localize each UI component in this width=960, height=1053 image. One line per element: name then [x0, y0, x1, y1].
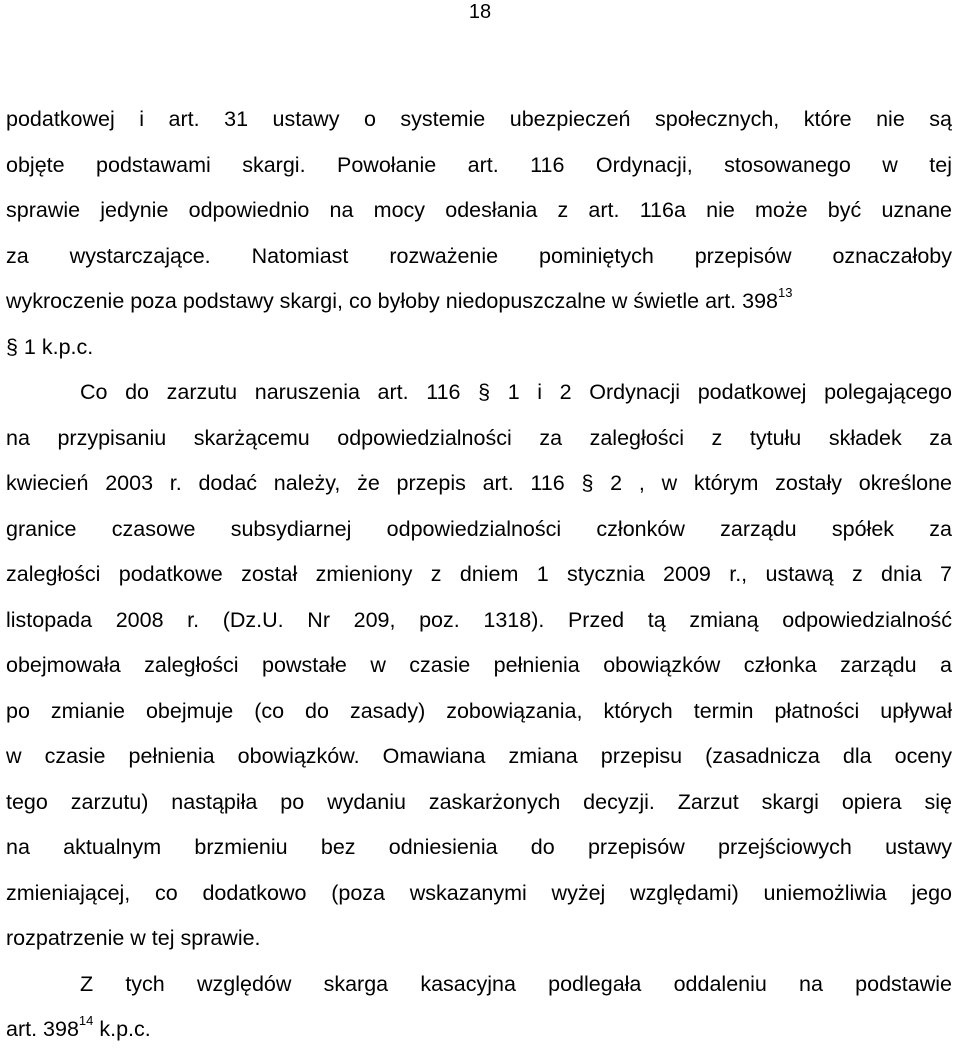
text-line: [6, 279, 952, 325]
text-line: rozpatrzenie w tej sprawie.: [6, 926, 261, 950]
page-number: 18: [468, 1, 492, 23]
text-line: zmieniającej, co dodatkowo (poza wskazanymi wyżej względami) uniemożliwia jego: [6, 880, 952, 905]
text-line: § 1 k.p.c.: [6, 334, 94, 359]
text-line: kwiecień 2003 r. dodać należy, że przepis art. 116 § 2 , w którym zostały określone: [6, 471, 952, 495]
superscript: 14: [78, 1013, 94, 1028]
text-line: na aktualnym brzmieniu bez odniesienia do przepisów przejściowych ustawy: [6, 835, 952, 859]
text-line: tego zarzutu) nastąpiła po wydaniu zaskarżonych decyzji. Zarzut skargi opiera się: [6, 789, 952, 814]
text-line: po zmianie obejmuje (co do zasady) zobowiązania, których termin płatności upływał: [6, 698, 952, 723]
text-line: Z tych względów skarga kasacyjna podlegała oddaleniu na podstawie: [80, 971, 952, 996]
text-segment: art. 398: [6, 1017, 79, 1041]
text-line: zaległości podatkowe został zmieniony z dniem 1 stycznia 2009 r., ustawą z dnia 7: [6, 562, 952, 586]
text-line: na przypisaniu skarżącemu odpowiedzialności za zaległości z tytułu składek za: [6, 425, 952, 450]
text-line: Co do zarzutu naruszenia art. 116 § 1 i 2 Ordynacji podatkowej polegającego: [80, 380, 952, 404]
text-line: w czasie pełnienia obowiązków. Omawiana zmiana przepisu (zasadnicza dla oceny: [6, 744, 952, 768]
text-line: obejmowała zaległości powstałe w czasie pełnienia obowiązków członka zarządu a: [6, 653, 952, 677]
text-segment: wykroczenie poza podstawy skargi, co byłoby niedopuszczalne w świetle art. 398: [6, 289, 779, 313]
superscript: 13: [778, 285, 793, 300]
text-line: podatkowej i art. 31 ustawy o systemie ubezpieczeń społecznych, które nie są: [6, 107, 952, 131]
text-line: sprawie jedynie odpowiednio na mocy odesłania z art. 116a nie może być uznane: [6, 198, 952, 222]
text-line: granice czasowe subsydiarnej odpowiedzialności członków zarządu spółek za: [6, 516, 952, 541]
text-line: za wystarczające. Natomiast rozważenie pominiętych przepisów oznaczałoby: [6, 243, 952, 268]
text-segment: k.p.c.: [93, 1017, 151, 1041]
text-line: objęte podstawami skargi. Powołanie art. 116 Ordynacji, stosowanego w tej: [6, 152, 952, 177]
text-line: [6, 1007, 952, 1053]
text-line: listopada 2008 r. (Dz.U. Nr 209, poz. 1318). Przed tą zmianą odpowiedzialność: [6, 607, 952, 632]
document-body: [6, 97, 952, 1053]
